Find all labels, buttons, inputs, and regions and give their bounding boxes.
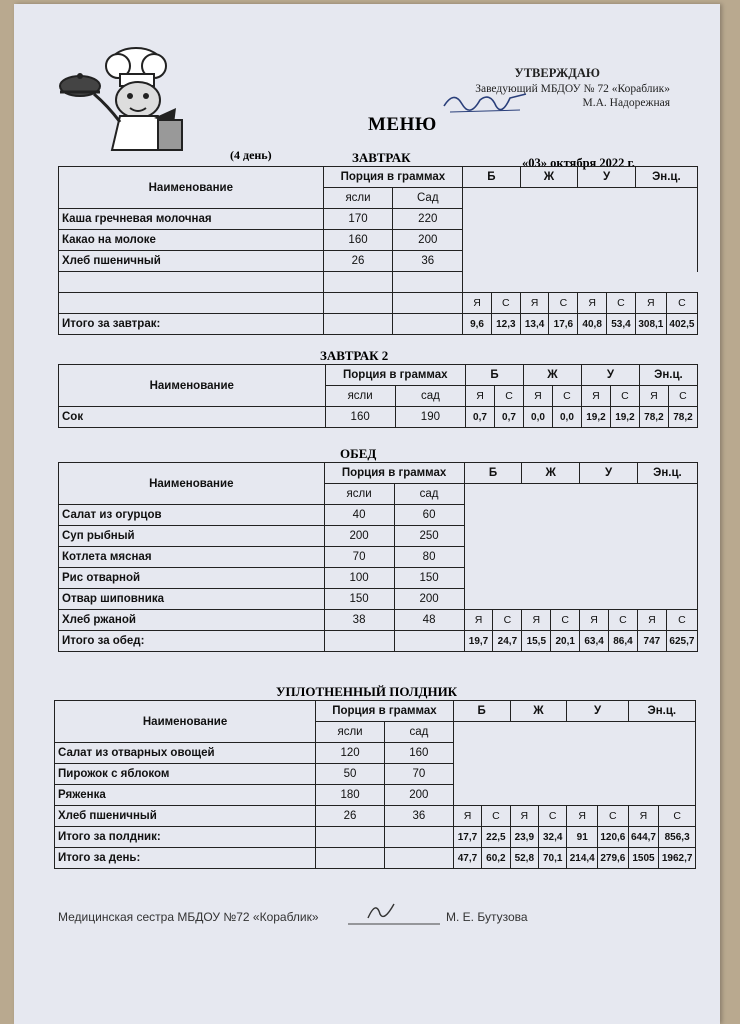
col-header-portion: Порция в граммах <box>316 701 454 722</box>
empty-cell <box>393 272 463 293</box>
total-value: 19,7 <box>464 631 493 652</box>
sub-header-ya: Я <box>580 610 609 631</box>
dish-name: Суп рыбный <box>59 526 325 547</box>
portion-sad: 48 <box>394 610 464 631</box>
day-total-row <box>55 848 696 869</box>
col-header-name: Наименование <box>59 167 324 209</box>
portion-yasli: 120 <box>316 743 385 764</box>
sub-header-s: С <box>659 806 696 827</box>
col-header-portion: Порция в граммах <box>323 167 463 188</box>
breakfast-2-table <box>58 364 698 428</box>
col-header-sad: Сад <box>393 188 463 209</box>
sub-header-s: С <box>666 293 697 314</box>
nutrient-value: 0,7 <box>495 407 524 428</box>
col-header-zh: Ж <box>510 701 567 722</box>
sub-header-ya: Я <box>520 293 549 314</box>
portion-yasli: 50 <box>316 764 385 785</box>
empty-cell <box>463 188 698 272</box>
nutrient-value: 0,0 <box>523 407 552 428</box>
portion-yasli: 160 <box>323 230 393 251</box>
col-header-zh: Ж <box>522 463 580 484</box>
total-value: 17,6 <box>549 314 578 335</box>
empty-cell <box>464 484 697 610</box>
empty-cell <box>323 314 393 335</box>
empty-cell <box>316 827 385 848</box>
total-value: 15,5 <box>522 631 551 652</box>
nutrient-value: 78,2 <box>668 407 697 428</box>
total-value: 23,9 <box>510 827 538 848</box>
col-header-name: Наименование <box>55 701 316 743</box>
col-header-yasli: ясли <box>324 484 394 505</box>
empty-cell <box>59 293 324 314</box>
portion-yasli: 180 <box>316 785 385 806</box>
total-value: 17,7 <box>453 827 481 848</box>
portion-sad: 150 <box>394 568 464 589</box>
sub-header-s: С <box>668 386 697 407</box>
day-total-label: Итого за день: <box>55 848 316 869</box>
sub-header-ya: Я <box>635 293 666 314</box>
portion-sad: 200 <box>394 589 464 610</box>
col-header-name: Наименование <box>59 463 325 505</box>
portion-sad: 200 <box>384 785 453 806</box>
total-row <box>59 631 698 652</box>
table-row <box>59 407 698 428</box>
empty-cell <box>384 827 453 848</box>
col-header-yasli: ясли <box>316 722 385 743</box>
empty-cell <box>324 631 394 652</box>
sub-header-ya: Я <box>581 386 610 407</box>
col-header-en: Эн.ц. <box>637 463 697 484</box>
portion-yasli: 170 <box>323 209 393 230</box>
sub-header-s: С <box>552 386 581 407</box>
dish-name: Котлета мясная <box>59 547 325 568</box>
col-header-b: Б <box>463 167 521 188</box>
total-value: 20,1 <box>551 631 580 652</box>
table-row <box>55 806 696 827</box>
total-row <box>55 827 696 848</box>
table-row <box>59 610 698 631</box>
total-value: 747 <box>637 631 666 652</box>
sub-header-ya: Я <box>466 386 495 407</box>
col-header-en: Эн.ц. <box>639 365 697 386</box>
section-title-lunch: ОБЕД <box>340 446 377 461</box>
col-header-sad: сад <box>395 386 465 407</box>
sub-header-ya: Я <box>578 293 607 314</box>
sub-header-ya: Я <box>453 806 481 827</box>
col-header-u: У <box>581 365 639 386</box>
col-header-sad: сад <box>384 722 453 743</box>
sub-header-ya: Я <box>567 806 598 827</box>
approval-name: М.А. Надорежная <box>582 97 670 109</box>
portion-sad: 60 <box>394 505 464 526</box>
empty-cell <box>394 631 464 652</box>
empty-cell <box>393 293 463 314</box>
empty-cell <box>384 848 453 869</box>
nurse-signature <box>346 896 442 928</box>
sub-header-s: С <box>482 806 510 827</box>
col-header-en: Эн.ц. <box>628 701 695 722</box>
portion-sad: 36 <box>384 806 453 827</box>
portion-sad: 200 <box>393 230 463 251</box>
col-header-name: Наименование <box>59 365 326 407</box>
day-total-value: 1962,7 <box>659 848 696 869</box>
portion-yasli: 26 <box>316 806 385 827</box>
total-value: 12,3 <box>491 314 520 335</box>
sub-header-s: С <box>539 806 567 827</box>
empty-cell <box>316 848 385 869</box>
sub-header-s: С <box>491 293 520 314</box>
sub-header-s: С <box>607 293 636 314</box>
sub-header-s: С <box>666 610 697 631</box>
section-title-snack: УПЛОТНЕННЫЙ ПОЛДНИК <box>276 684 458 699</box>
nutrient-value: 19,2 <box>610 407 639 428</box>
sub-header-ya: Я <box>522 610 551 631</box>
page-title: МЕНЮ <box>368 114 437 135</box>
dish-name: Отвар шиповника <box>59 589 325 610</box>
day-total-value: 47,7 <box>453 848 481 869</box>
total-value: 24,7 <box>493 631 522 652</box>
sub-header-ya: Я <box>628 806 659 827</box>
day-total-value: 70,1 <box>539 848 567 869</box>
sub-header-s: С <box>598 806 629 827</box>
portion-yasli: 160 <box>325 407 395 428</box>
sub-header-ya: Я <box>463 293 492 314</box>
portion-yasli: 100 <box>324 568 394 589</box>
sub-header-ya: Я <box>464 610 493 631</box>
day-total-value: 279,6 <box>598 848 629 869</box>
total-value: 63,4 <box>580 631 609 652</box>
col-header-portion: Порция в граммах <box>325 365 466 386</box>
portion-sad: 250 <box>394 526 464 547</box>
total-value: 53,4 <box>607 314 636 335</box>
portion-sad: 220 <box>393 209 463 230</box>
total-value: 40,8 <box>578 314 607 335</box>
footer-nurse-title: Медицинская сестра МБДОУ №72 «Кораблик» <box>58 910 319 924</box>
footer-nurse-name: М. Е. Бутузова <box>446 910 528 924</box>
portion-sad: 70 <box>384 764 453 785</box>
col-header-zh: Ж <box>523 365 581 386</box>
portion-yasli: 70 <box>324 547 394 568</box>
dish-name: Пирожок с яблоком <box>55 764 316 785</box>
dish-name: Салат из отварных овощей <box>55 743 316 764</box>
total-value: 625,7 <box>666 631 697 652</box>
dish-name: Хлеб пшеничный <box>55 806 316 827</box>
nutrient-value: 78,2 <box>639 407 668 428</box>
portion-yasli: 150 <box>324 589 394 610</box>
portion-yasli: 200 <box>324 526 394 547</box>
section-title-breakfast-2: ЗАВТРАК 2 <box>320 348 389 363</box>
col-header-yasli: ясли <box>325 386 395 407</box>
day-total-value: 60,2 <box>482 848 510 869</box>
portion-yasli: 40 <box>324 505 394 526</box>
day-label: (4 день) <box>230 148 272 162</box>
chef-illustration <box>58 44 188 154</box>
sub-header-s: С <box>551 610 580 631</box>
empty-cell <box>323 293 393 314</box>
col-header-b: Б <box>453 701 510 722</box>
total-value: 22,5 <box>482 827 510 848</box>
empty-cell <box>453 722 695 806</box>
col-header-u: У <box>567 701 628 722</box>
portion-sad: 36 <box>393 251 463 272</box>
director-signature <box>440 86 530 120</box>
portion-sad: 80 <box>394 547 464 568</box>
sub-header-s: С <box>610 386 639 407</box>
col-header-en: Эн.ц. <box>635 167 697 188</box>
total-value: 856,3 <box>659 827 696 848</box>
col-header-yasli: ясли <box>323 188 393 209</box>
menu-date: «03» октября 2022 г. <box>522 156 635 170</box>
col-header-u: У <box>580 463 638 484</box>
total-value: 644,7 <box>628 827 659 848</box>
empty-cell <box>393 314 463 335</box>
sub-header-ya: Я <box>639 386 668 407</box>
total-label: Итого за обед: <box>59 631 325 652</box>
total-label: Итого за полдник: <box>55 827 316 848</box>
total-row <box>59 314 698 335</box>
dish-name: Салат из огурцов <box>59 505 325 526</box>
sub-header-s: С <box>549 293 578 314</box>
approval-heading: УТВЕРЖДАЮ <box>514 66 600 80</box>
approval-position: Заведующий МБДОУ № 72 «Кораблик» <box>475 83 670 95</box>
portion-sad: 160 <box>384 743 453 764</box>
dish-name: Какао на молоке <box>59 230 324 251</box>
dish-name: Хлеб ржаной <box>59 610 325 631</box>
col-header-b: Б <box>466 365 524 386</box>
snack-table <box>54 700 696 869</box>
sub-header-s: С <box>493 610 522 631</box>
day-total-value: 214,4 <box>567 848 598 869</box>
dish-name: Хлеб пшеничный <box>59 251 324 272</box>
day-total-value: 1505 <box>628 848 659 869</box>
col-header-u: У <box>578 167 636 188</box>
portion-yasli: 26 <box>323 251 393 272</box>
total-value: 91 <box>567 827 598 848</box>
nutrient-value: 0,7 <box>466 407 495 428</box>
total-value: 32,4 <box>539 827 567 848</box>
total-value: 308,1 <box>635 314 666 335</box>
col-header-portion: Порция в граммах <box>324 463 464 484</box>
portion-sad: 190 <box>395 407 465 428</box>
nutrient-value: 0,0 <box>552 407 581 428</box>
total-label: Итого за завтрак: <box>59 314 324 335</box>
section-title-breakfast: ЗАВТРАК <box>352 150 411 165</box>
sub-header-ya: Я <box>523 386 552 407</box>
col-header-zh: Ж <box>520 167 578 188</box>
total-value: 86,4 <box>609 631 638 652</box>
portion-yasli: 38 <box>324 610 394 631</box>
total-value: 9,6 <box>463 314 492 335</box>
dish-name: Рис отварной <box>59 568 325 589</box>
day-total-value: 52,8 <box>510 848 538 869</box>
dish-name: Сок <box>59 407 326 428</box>
empty-cell <box>59 272 324 293</box>
dish-name: Каша гречневая молочная <box>59 209 324 230</box>
sub-header-ya: Я <box>510 806 538 827</box>
empty-cell <box>323 272 393 293</box>
col-header-sad: сад <box>394 484 464 505</box>
sub-header-s: С <box>495 386 524 407</box>
total-value: 402,5 <box>666 314 697 335</box>
sub-header-s: С <box>609 610 638 631</box>
lunch-table <box>58 462 698 652</box>
col-header-b: Б <box>464 463 522 484</box>
total-value: 120,6 <box>598 827 629 848</box>
dish-name: Ряженка <box>55 785 316 806</box>
sub-header-ya: Я <box>637 610 666 631</box>
nutrient-value: 19,2 <box>581 407 610 428</box>
breakfast-table <box>58 166 698 335</box>
total-value: 13,4 <box>520 314 549 335</box>
